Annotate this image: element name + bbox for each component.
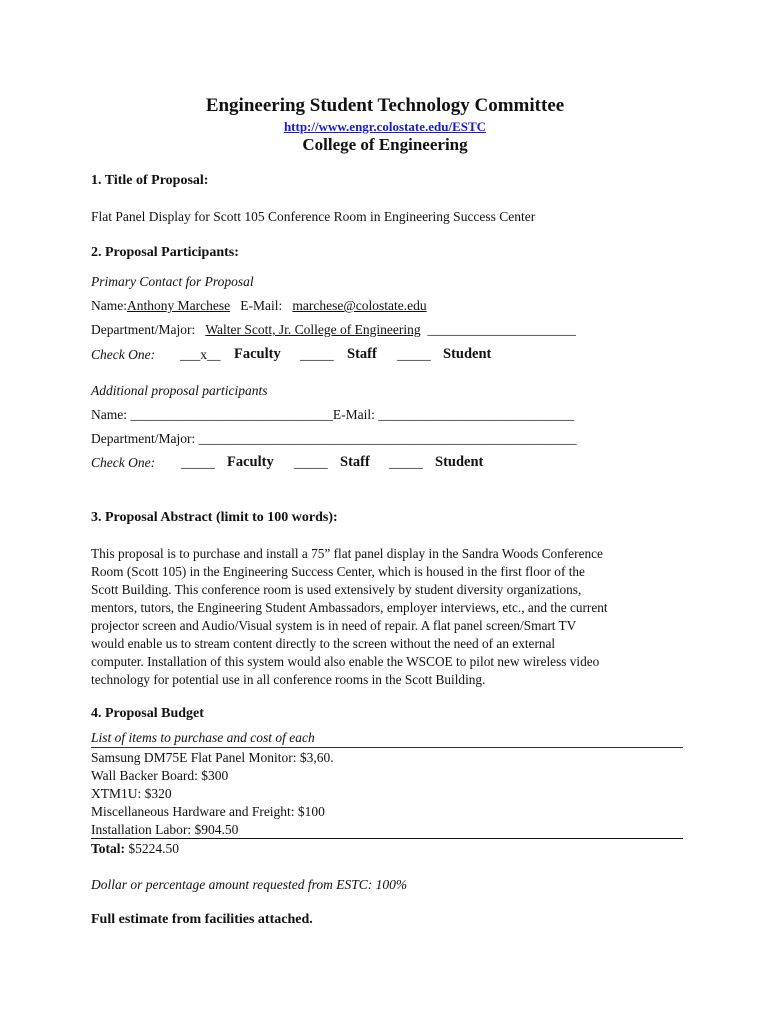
email-label: E-Mail:: [332, 407, 375, 422]
abstract-line: This proposal is to purchase and install a 75” flat panel display in the Sandra Woods Conference: [91, 546, 603, 561]
name-label: Name:: [91, 407, 127, 422]
additional-participants-label: Additional proposal participants: [91, 383, 268, 398]
budget-items-list: [91, 749, 334, 839]
college-heading: College of Engineering: [302, 135, 468, 154]
primary-name-row: [91, 298, 427, 314]
additional-staff-label: Staff: [340, 454, 370, 470]
primary-contact-label: Primary Contact for Proposal: [91, 274, 254, 289]
total-value: $5224.50: [128, 841, 180, 856]
additional-student-label: Student: [435, 454, 484, 470]
section-3-heading: 3. Proposal Abstract (limit to 100 words):: [91, 510, 338, 525]
abstract-line: would enable us to stream content directly to the screen without the need of an external: [91, 636, 556, 651]
primary-faculty-mark[interactable]: ___x__: [180, 347, 221, 362]
total-label: Total:: [91, 841, 126, 856]
budget-item: Wall Backer Board: $300: [91, 768, 229, 783]
additional-dept-field[interactable]: ________________________________________________________: [198, 431, 577, 446]
primary-staff-mark[interactable]: _____: [300, 347, 334, 362]
section-4-heading: 4. Proposal Budget: [91, 706, 204, 721]
primary-email-value[interactable]: marchese@colostate.edu: [292, 298, 427, 313]
primary-student-mark[interactable]: _____: [397, 347, 431, 362]
check-one-label: Check One:: [91, 347, 156, 362]
requested-amount-text: Dollar or percentage amount requested from ESTC: 100%: [91, 877, 408, 892]
primary-student-label: Student: [443, 346, 492, 362]
document-title: Engineering Student Technology Committee: [205, 95, 565, 116]
dept-trailing-blank[interactable]: ______________________: [427, 322, 576, 337]
budget-item: XTM1U: $320: [91, 786, 172, 801]
primary-check-row: [91, 347, 155, 363]
budget-item: Installation Labor: $904.50: [91, 822, 239, 837]
primary-dept-row: [91, 322, 576, 338]
primary-dept-value[interactable]: Walter Scott, Jr. College of Engineering: [205, 322, 421, 337]
committee-url-link[interactable]: http://www.engr.colostate.edu/ESTC: [283, 119, 487, 134]
budget-item: Samsung DM75E Flat Panel Monitor: $3,60.: [91, 750, 334, 765]
budget-total-row: [91, 841, 179, 857]
primary-staff-label: Staff: [347, 346, 377, 362]
abstract-line: computer. Installation of this system would also enable the WSCOE to pilot new wireless video: [91, 654, 600, 669]
abstract-line: Scott Building. This conference room is used extensively by student diversity organizations,: [91, 582, 582, 597]
additional-check-label: Check One:: [91, 455, 156, 470]
primary-name-value[interactable]: Anthony Marchese: [127, 298, 231, 313]
budget-list-label: List of items to purchase and cost of each: [91, 730, 315, 745]
abstract-paragraph: [91, 545, 686, 689]
budget-top-rule: [91, 747, 683, 748]
abstract-line: Room (Scott 105) in the Engineering Success Center, which is housed in the first floor of the: [91, 564, 585, 579]
additional-student-mark[interactable]: _____: [389, 455, 423, 470]
additional-name-row: [91, 407, 574, 423]
additional-dept-row: [91, 431, 577, 447]
additional-staff-mark[interactable]: _____: [294, 455, 328, 470]
abstract-line: technology for potential use in all conference rooms in the Scott Building.: [91, 672, 486, 687]
additional-email-field[interactable]: _____________________________: [378, 407, 574, 422]
estimate-attached-note: Full estimate from facilities attached.: [91, 912, 313, 927]
budget-item: Miscellaneous Hardware and Freight: $100: [91, 804, 325, 819]
section-1-heading: 1. Title of Proposal:: [91, 173, 209, 188]
abstract-line: mentors, tutors, the Engineering Student Ambassadors, employer interviews, etc., and the current: [91, 600, 608, 615]
proposal-title-text: Flat Panel Display for Scott 105 Conference Room in Engineering Success Center: [91, 209, 536, 224]
section-2-heading: 2. Proposal Participants:: [91, 245, 239, 260]
name-label: Name:: [91, 298, 127, 313]
dept-label: Department/Major:: [91, 322, 196, 337]
abstract-line: projector screen and Audio/Visual system is in need of repair. A flat panel screen/Smart TV: [91, 618, 577, 633]
email-label: E-Mail:: [240, 298, 283, 313]
dept-label: Department/Major:: [91, 431, 196, 446]
additional-name-field[interactable]: ______________________________: [130, 407, 333, 422]
additional-faculty-label: Faculty: [227, 454, 274, 470]
additional-faculty-mark[interactable]: _____: [181, 455, 215, 470]
budget-total-rule: [91, 838, 683, 839]
primary-faculty-label: Faculty: [234, 346, 281, 362]
